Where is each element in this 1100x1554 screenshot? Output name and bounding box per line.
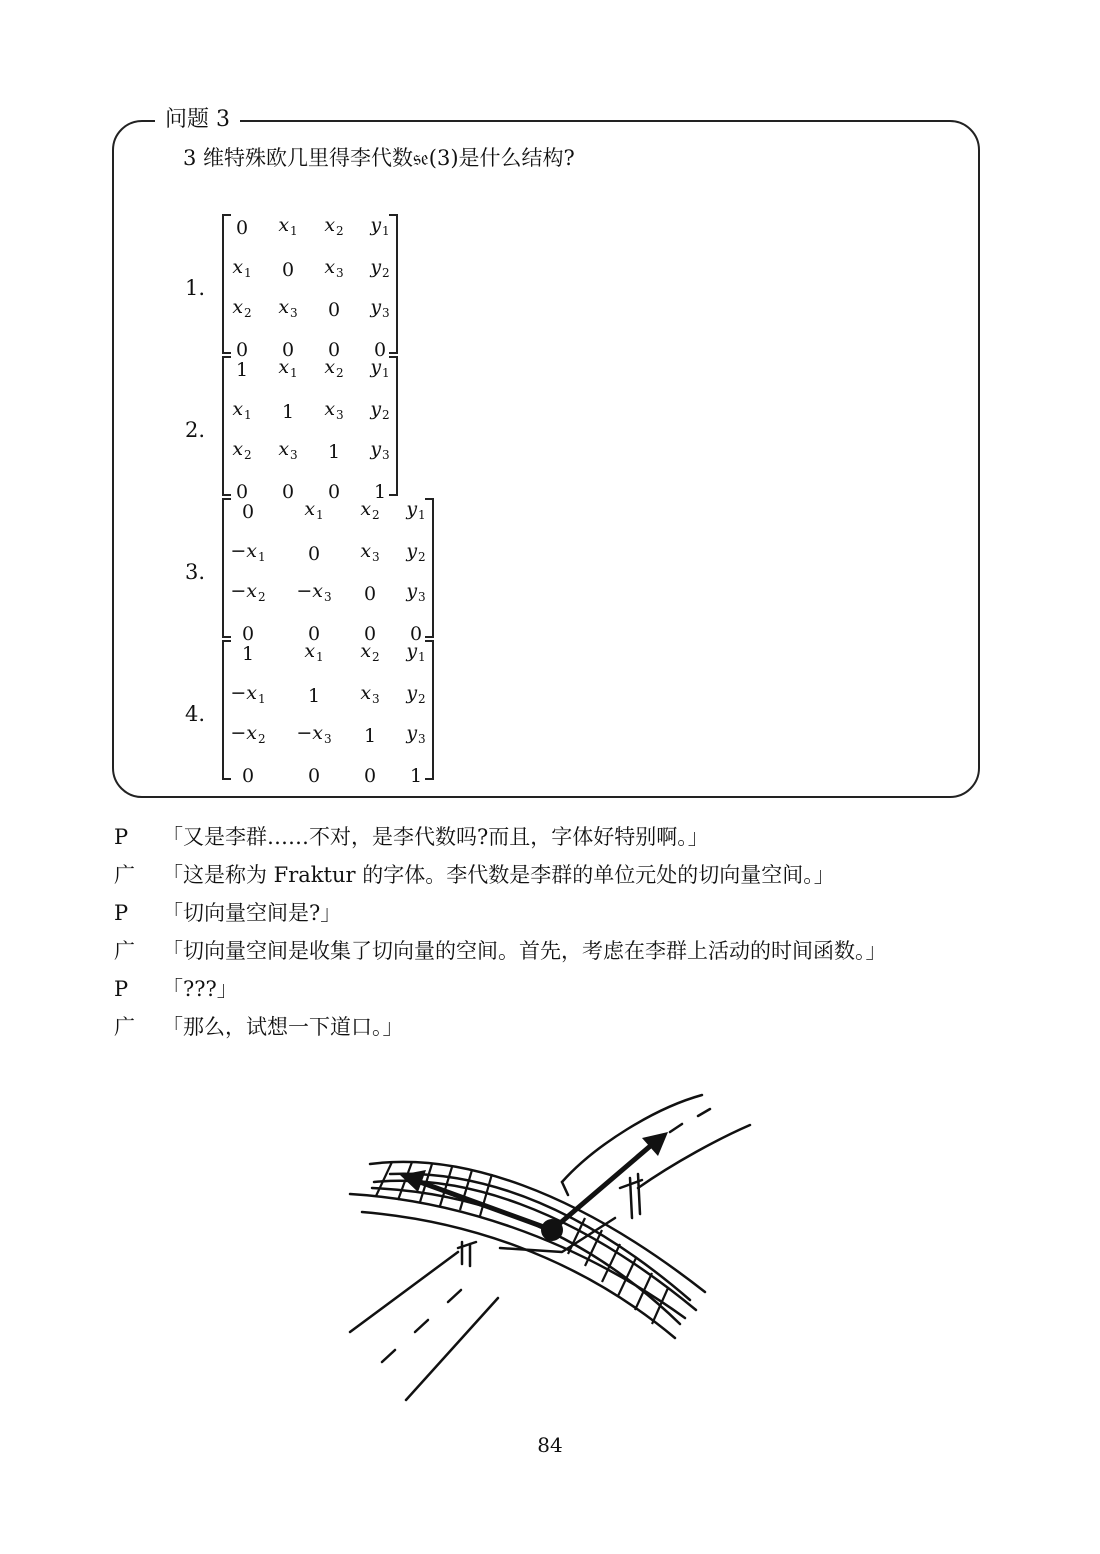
matrix-entry: $y_3$ [406,580,426,604]
matrix-entry: 0 [327,299,341,321]
matrix-entry: 0 [307,623,321,645]
matrix-entry: $y_3$ [406,722,426,746]
matrix-entry: 0 [363,583,377,605]
matrix-entry: $y_2$ [406,682,426,706]
matrix-entry: $y_1$ [406,498,426,522]
matrix-entry: 1 [373,481,387,503]
dialogue-text: 「这是称为 Fraktur 的字体。李代数是李群的单位元处的切向量空间。」 [162,863,835,887]
left-bracket [222,356,231,496]
matrix-entry: $-x_1$ [230,682,266,706]
matrix-entry: $x_2$ [324,356,344,380]
matrix-entry: 1 [241,643,255,665]
matrix-entry: 0 [281,481,295,503]
matrix-entry: 1 [409,765,423,787]
matrix-entry: $y_2$ [370,398,390,422]
matrix-entry: $x_1$ [278,356,298,380]
option-matrix [222,498,434,645]
matrix-entry: $x_3$ [324,398,344,422]
matrix-entry: $-x_2$ [230,580,266,604]
matrix-entry: $x_1$ [278,214,298,238]
option-matrix [222,356,398,503]
matrix-entry: 1 [363,725,377,747]
dialogue-speaker: P [114,901,129,925]
matrix-entry: $y_1$ [406,640,426,664]
dialogue-text: 「又是李群……不对，是李代数吗?而且，字体好特别啊。」 [162,825,709,849]
matrix-entry: 0 [307,543,321,565]
matrix-entry: $-x_1$ [230,540,266,564]
matrix-entry: $x_3$ [278,438,298,462]
dialogue-speaker: 广 [114,1015,135,1039]
matrix-entry: $x_1$ [304,498,324,522]
dialogue-text: 「切向量空间是收集了切向量的空间。首先，考虑在李群上活动的时间函数。」 [162,939,887,963]
matrix-entry: 0 [241,765,255,787]
matrix-entry: 0 [307,765,321,787]
matrix-entry: $x_3$ [360,682,380,706]
matrix-entry: 0 [327,481,341,503]
matrix-entry: 1 [327,441,341,463]
dialogue-speaker: 广 [114,863,135,887]
matrix-entry: $x_3$ [278,296,298,320]
option-matrix [222,214,398,361]
matrix-entry: 1 [281,401,295,423]
dialogue-text: 「???」 [162,977,238,1001]
railroad-crossing-illustration [330,1070,780,1420]
matrix-entry: $x_2$ [232,438,252,462]
matrix-entry: $-x_2$ [230,722,266,746]
dialogue-text: 「切向量空间是?」 [162,901,342,925]
dialogue-text: 「那么，试想一下道口。」 [162,1015,404,1039]
option-matrix [222,640,434,787]
option-label: 3. [185,560,206,584]
matrix-entry: 0 [363,623,377,645]
right-bracket [425,498,434,638]
left-bracket [222,214,231,354]
matrix-entry: $y_3$ [370,438,390,462]
matrix-entry: 0 [409,623,423,645]
matrix-entry: 0 [363,765,377,787]
matrix-entry: 1 [235,359,249,381]
right-bracket [389,214,398,354]
matrix-entry: $x_2$ [360,498,380,522]
problem-title: 问题 3 [155,104,240,136]
matrix-entry: $y_1$ [370,356,390,380]
dialogue-speaker: P [114,825,129,849]
option-label: 4. [185,702,206,726]
option-label: 2. [185,418,206,442]
matrix-entry: $-x_3$ [296,722,332,746]
matrix-entry: $x_3$ [360,540,380,564]
right-bracket [425,640,434,780]
matrix-entry: $x_3$ [324,256,344,280]
matrix-entry: 1 [307,685,321,707]
matrix-entry: $x_1$ [304,640,324,664]
matrix-entry: $x_1$ [232,256,252,280]
matrix-entry: 0 [327,339,341,361]
matrix-entry: 0 [281,259,295,281]
matrix-entry: $x_2$ [232,296,252,320]
matrix-entry: $y_3$ [370,296,390,320]
matrix-entry: $y_2$ [370,256,390,280]
matrix-entry: 0 [241,501,255,523]
matrix-entry: $y_2$ [406,540,426,564]
matrix-entry: $x_2$ [360,640,380,664]
matrix-entry: 0 [235,481,249,503]
matrix-entry: 0 [235,217,249,239]
dialogue-speaker: 广 [114,939,135,963]
matrix-entry: $x_1$ [232,398,252,422]
matrix-entry: $x_2$ [324,214,344,238]
option-label: 1. [185,276,206,300]
matrix-entry: $-x_3$ [296,580,332,604]
matrix-entry: 0 [235,339,249,361]
matrix-entry: 0 [241,623,255,645]
page-number: 84 [537,1433,563,1457]
matrix-entry: 0 [373,339,387,361]
matrix-entry: 0 [281,339,295,361]
dialogue-speaker: P [114,977,129,1001]
problem-question: 3 维特殊欧几里得李代数𝔰𝔢(3)是什么结构? [183,146,575,170]
right-bracket [389,356,398,496]
matrix-entry: $y_1$ [370,214,390,238]
